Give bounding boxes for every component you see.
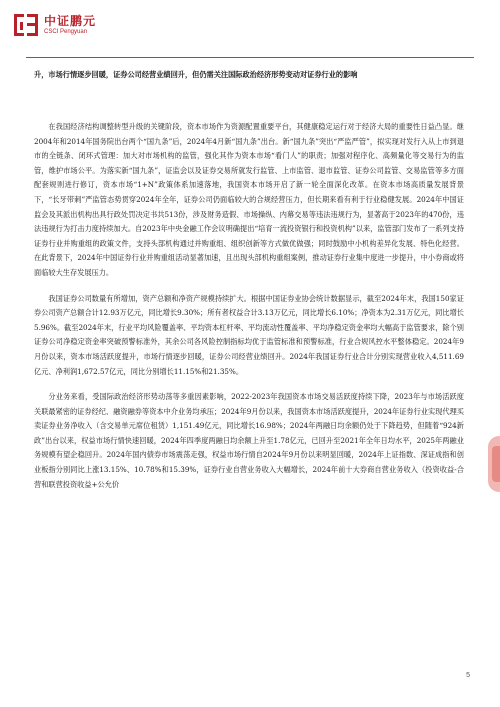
seal-stamp-inner-icon bbox=[492, 446, 500, 482]
paragraph: 分业务来看，受国际政治经济形势动荡等多重因素影响，2022-2023年我国资本市场交易活跃度持续下降，2023年与市场活跃度关联最紧密的证券经纪、融资融券等资本中介业务均承压；2024年9月份以来，我国资本市场活跃度提升，2024年证券行业实现代理买卖证券业务净收入（含交易单元席位租赁）1,151.49亿元，同比增长16.98%；2024年两融日均余额仍处于下降趋势，但随着“924新政”出台以来，权益市场行情快速回暖，2024年四季度两融日均余额上升至1.78亿元，已回升至2021年全年日均水平，2025年两融业务规模有望企稳回升。2024年国内债券市场震荡走强，权益市场行情自2024年9月份以来明显回暖，2024年上证指数、深证成指和创业板指分别同比上涨13.15%、10.78%和15.39%，证券行业自营业务收入大幅增长，2024年前十大券商自营业务收入（投资收益-合营和联营投资收益+公允价 bbox=[34, 392, 464, 489]
logo-mark-icon bbox=[14, 14, 38, 36]
paragraph: 在我国经济结构调整转型升级的关键阶段，资本市场作为资源配置重要平台，其健康稳定运行对于经济大局的重要性日益凸显。继2004年和2014年国务院出台两个“国九条”后，2024年4月新“国九条”出台。新“国九条”突出“严监严管”，拟实现对发行入从上市到退市的全链条、闭环式管理：加大对市场机构的监管，强化其作为资本市场“看门人”的职责；加强对程序化、高频量化等交易行为的监管，维护市场公平。为落实新“国九条”，证监会以及证券交易所就发行监管、上市监管、退市监管、证券公司监管、交易监管等多方面配套规则进行修订，资本市场“1+N”政策体系加速落地，我国资本市场开启了新一轮全面深化改革。在资本市场高质量发展背景下，“长牙带刺”严监管态势贯穿2024年全年，证券公司仍面临较大的合规经营压力，但长期来看有利于行业稳健发展。2024年中国证监会及其派出机构出具行政处罚决定书共513份，涉及财务造假、市场操纵、内幕交易等违法违规行为，显著高于2023年的470份，违法违规行为打击力度持续加大。自2023年中央金融工作会议明确提出“培育一流投资银行和投资机构”以来，监管部门发布了一系列支持证券行业并购重组的政策文件，支持头部机构通过并购重组、组织创新等方式做优做强；同时鼓励中小机构差异化发展、特色化经营。在此背景下，2024年中国证券行业并购重组活动显著加速，且出现头部机构重组案例，推动证券行业集中度进一步提升，中小券商或将面临较大生存发展压力。 bbox=[34, 122, 464, 277]
section-heading: 升，市场行情逐步回暖，证券公司经营业绩回升，但仍需关注国际政治经济形势变动对证券行业的影响 bbox=[34, 70, 358, 79]
company-name-cn: 中证鹏元 bbox=[44, 13, 97, 28]
body-text bbox=[34, 120, 464, 503]
company-name-en: CSCI Pengyuan bbox=[44, 28, 88, 35]
company-logo bbox=[14, 14, 96, 36]
page-number: 5 bbox=[466, 672, 470, 679]
header-divider bbox=[26, 57, 474, 58]
paragraph: 我国证券公司数量有所增加，资产总额和净资产规模持续扩大。根据中国证券业协会统计数据显示，截至2024年末，我国150家证券公司资产总额合计12.93万亿元，同比增长9.30%；所有者权益合计3.13万亿元，同比增长6.10%；净资本为2.31万亿元，同比增长5.96%。截至2024年末，行业平均风险覆盖率、平均资本杠杆率、平均流动性覆盖率、平均净稳定资金率均大幅高于监管要求，除个别证券公司净稳定资金率突破预警标准外，其余公司各风险控制指标均优于监管标准和预警标准，行业合规风控水平整体稳定。2024年9月份以来，资本市场活跃度提升，市场行情逐步回暖，证券公司经营业绩回升。2024年我国证券行业合计分别实现营业收入4,511.69亿元、净利润1,672.57亿元，同比分别增长11.15%和21.35%。 bbox=[34, 293, 464, 376]
